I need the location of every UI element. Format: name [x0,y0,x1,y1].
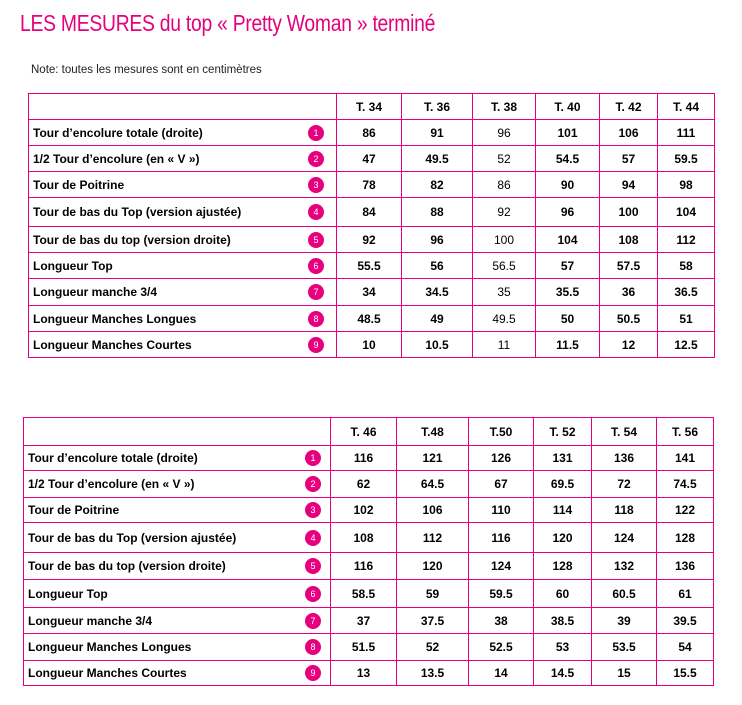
header-corner-cell [29,94,337,120]
measurement-label-cell [29,279,337,306]
table-row [24,634,714,661]
measurement-value: 96 [536,198,600,227]
measurement-number-badge: 6 [308,258,324,274]
measurement-label: 1/2 Tour d’encolure (en « V ») [28,477,195,491]
table-row [24,471,714,498]
measurement-value: 56 [402,253,473,279]
measurement-value: 14 [469,661,534,686]
measurement-value: 108 [600,227,658,253]
measurement-label: Longueur Manches Longues [28,640,192,654]
measurement-value: 52.5 [469,634,534,661]
measurement-value: 124 [469,553,534,580]
measurement-value: 60 [534,580,592,608]
measurement-value: 141 [657,446,714,471]
header-row [29,94,715,120]
measurement-value: 60.5 [592,580,657,608]
measurement-value: 47 [337,146,402,172]
measurement-value: 59 [397,580,469,608]
measurement-value: 37.5 [397,608,469,634]
table-row [29,198,715,227]
measurement-value: 50.5 [600,306,658,332]
measurement-number-badge: 7 [305,613,321,629]
measurement-value: 136 [657,553,714,580]
table-row [29,172,715,198]
measurement-label: Tour de Poitrine [33,177,125,192]
measurement-label-cell [24,661,331,686]
measurement-value: 86 [473,172,536,198]
measurement-number-badge: 3 [305,502,321,518]
measurement-value: 11 [473,332,536,358]
measurement-value: 50 [536,306,600,332]
measurement-value: 49.5 [473,306,536,332]
size-header: T. 34 [337,94,402,120]
measurement-value: 104 [658,198,715,227]
measurement-value: 64.5 [397,471,469,498]
measurement-label-cell [29,120,337,146]
measurement-value: 57.5 [600,253,658,279]
measurement-value: 112 [658,227,715,253]
measurement-label: Tour de bas du top (version droite) [28,559,226,573]
measurement-value: 34.5 [402,279,473,306]
measurement-value: 82 [402,172,473,198]
measurement-label: Longueur manche 3/4 [33,285,158,299]
table-row [24,580,714,608]
measurement-label: Longueur Top [33,258,113,273]
measurement-value: 13.5 [397,661,469,686]
measurement-value: 120 [397,553,469,580]
measurement-value: 51.5 [331,634,397,661]
table-row [29,306,715,332]
measurement-label-cell [29,198,337,227]
measurement-value: 90 [536,172,600,198]
measurement-value: 110 [469,498,534,523]
table-row [29,332,715,358]
size-header: T.50 [469,418,534,446]
measurement-value: 59.5 [469,580,534,608]
measurement-value: 100 [473,227,536,253]
measurement-value: 15 [592,661,657,686]
measurement-number-badge: 8 [305,639,321,655]
measurement-value: 57 [536,253,600,279]
measurement-number-badge: 1 [305,450,321,466]
table-row [29,227,715,253]
measurement-number-badge: 3 [308,177,324,193]
measurement-value: 51 [658,306,715,332]
measurement-value: 53 [534,634,592,661]
measurement-value: 101 [536,120,600,146]
measurement-value: 55.5 [337,253,402,279]
table-row [29,253,715,279]
units-note: Note: toutes les mesures sont en centimètres [31,64,262,76]
measurement-value: 49 [402,306,473,332]
measurement-value: 52 [473,146,536,172]
measurement-value: 96 [473,120,536,146]
size-header: T. 54 [592,418,657,446]
measurement-number-badge: 7 [308,284,324,300]
measurement-number-badge: 6 [305,586,321,602]
measurement-number-badge: 8 [308,311,324,327]
measurement-value: 114 [534,498,592,523]
table-row [24,523,714,553]
measurement-value: 102 [331,498,397,523]
measurement-label-cell [29,306,337,332]
size-header: T. 42 [600,94,658,120]
measurement-number-badge: 2 [308,151,324,167]
measurement-value: 35 [473,279,536,306]
measurement-number-badge: 4 [305,530,321,546]
measurement-label: Longueur Manches Courtes [28,666,187,680]
measurement-value: 38.5 [534,608,592,634]
measurement-value: 52 [397,634,469,661]
measurement-number-badge: 4 [308,204,324,220]
measurement-value: 88 [402,198,473,227]
measurement-value: 54.5 [536,146,600,172]
measurement-value: 86 [337,120,402,146]
measurement-label: Longueur Manches Courtes [33,337,192,352]
measurement-label-cell [24,446,331,471]
measurement-value: 92 [473,198,536,227]
measurement-value: 38 [469,608,534,634]
measurement-value: 67 [469,471,534,498]
header-row [24,418,714,446]
measurement-value: 128 [657,523,714,553]
measurement-value: 58 [658,253,715,279]
measurement-value: 56.5 [473,253,536,279]
table-row [24,446,714,471]
size-header: T. 52 [534,418,592,446]
measurement-value: 112 [397,523,469,553]
size-header: T. 44 [658,94,715,120]
measurement-label: Tour de bas du Top (version ajustée) [28,530,237,545]
size-header: T. 36 [402,94,473,120]
measurement-value: 124 [592,523,657,553]
size-header: T. 40 [536,94,600,120]
table-row [24,661,714,686]
measurement-label-cell [29,172,337,198]
measurement-label-cell [29,146,337,172]
measurement-value: 131 [534,446,592,471]
measurement-label-cell [29,227,337,253]
table-row [29,146,715,172]
measurement-value: 12.5 [658,332,715,358]
measurements-table-large-sizes [23,417,714,686]
measurement-value: 39.5 [657,608,714,634]
measurement-value: 108 [331,523,397,553]
measurement-value: 92 [337,227,402,253]
measurement-value: 98 [658,172,715,198]
size-header: T. 56 [657,418,714,446]
size-header: T. 38 [473,94,536,120]
measurement-label-cell [29,332,337,358]
measurement-value: 62 [331,471,397,498]
measurement-value: 53.5 [592,634,657,661]
measurement-value: 57 [600,146,658,172]
table-row [29,279,715,306]
measurement-value: 36 [600,279,658,306]
measurement-number-badge: 2 [305,476,321,492]
measurement-value: 12 [600,332,658,358]
measurement-value: 11.5 [536,332,600,358]
measurement-value: 120 [534,523,592,553]
measurement-value: 132 [592,553,657,580]
measurement-value: 14.5 [534,661,592,686]
table-row [29,120,715,146]
measurement-label: Longueur Top [28,586,108,601]
measurement-number-badge: 5 [308,232,324,248]
table-row [24,498,714,523]
measurement-label: Tour d’encolure totale (droite) [28,451,198,465]
measurement-value: 116 [331,446,397,471]
measurement-number-badge: 5 [305,558,321,574]
measurement-label-cell [29,253,337,279]
measurement-value: 100 [600,198,658,227]
measurement-number-badge: 1 [308,125,324,141]
measurement-value: 15.5 [657,661,714,686]
header-corner-cell [24,418,331,446]
measurement-label: Tour de Poitrine [28,503,120,517]
measurement-number-badge: 9 [308,337,324,353]
measurement-label-cell [24,634,331,661]
measurement-value: 84 [337,198,402,227]
measurement-label-cell [24,498,331,523]
measurement-value: 35.5 [536,279,600,306]
table-row [24,553,714,580]
measurement-number-badge: 9 [305,665,321,681]
measurement-value: 72 [592,471,657,498]
measurement-value: 59.5 [658,146,715,172]
measurement-value: 49.5 [402,146,473,172]
measurement-label-cell [24,523,331,553]
measurement-value: 48.5 [337,306,402,332]
measurement-value: 106 [600,120,658,146]
measurement-value: 10.5 [402,332,473,358]
measurement-value: 61 [657,580,714,608]
measurement-label-cell [24,553,331,580]
measurement-value: 136 [592,446,657,471]
measurement-label-cell [24,608,331,634]
measurement-label: Longueur Manches Longues [33,311,197,326]
measurement-value: 96 [402,227,473,253]
measurement-value: 111 [658,120,715,146]
measurement-value: 13 [331,661,397,686]
page-title: LES MESURES du top « Pretty Woman » terminé [20,10,436,36]
measurement-value: 91 [402,120,473,146]
measurement-label: Tour de bas du top (version droite) [33,232,231,247]
measurement-value: 118 [592,498,657,523]
measurements-table-small-sizes [28,93,715,358]
measurement-value: 10 [337,332,402,358]
measurement-value: 37 [331,608,397,634]
measurement-value: 126 [469,446,534,471]
measurement-value: 34 [337,279,402,306]
table-row [24,608,714,634]
measurement-value: 122 [657,498,714,523]
measurement-value: 121 [397,446,469,471]
measurement-label: 1/2 Tour d’encolure (en « V ») [33,151,200,166]
size-header: T.48 [397,418,469,446]
measurement-label: Tour d’encolure totale (droite) [33,125,203,140]
measurement-value: 39 [592,608,657,634]
measurement-value: 116 [469,523,534,553]
measurement-value: 104 [536,227,600,253]
measurement-value: 74.5 [657,471,714,498]
measurement-label: Tour de bas du Top (version ajustée) [33,205,242,219]
measurement-value: 54 [657,634,714,661]
measurement-label-cell [24,471,331,498]
measurement-label: Longueur manche 3/4 [28,613,153,628]
measurement-value: 128 [534,553,592,580]
size-header: T. 46 [331,418,397,446]
measurement-value: 58.5 [331,580,397,608]
measurement-value: 106 [397,498,469,523]
measurement-value: 116 [331,553,397,580]
measurement-value: 36.5 [658,279,715,306]
measurement-value: 94 [600,172,658,198]
measurement-value: 69.5 [534,471,592,498]
measurement-label-cell [24,580,331,608]
measurement-value: 78 [337,172,402,198]
